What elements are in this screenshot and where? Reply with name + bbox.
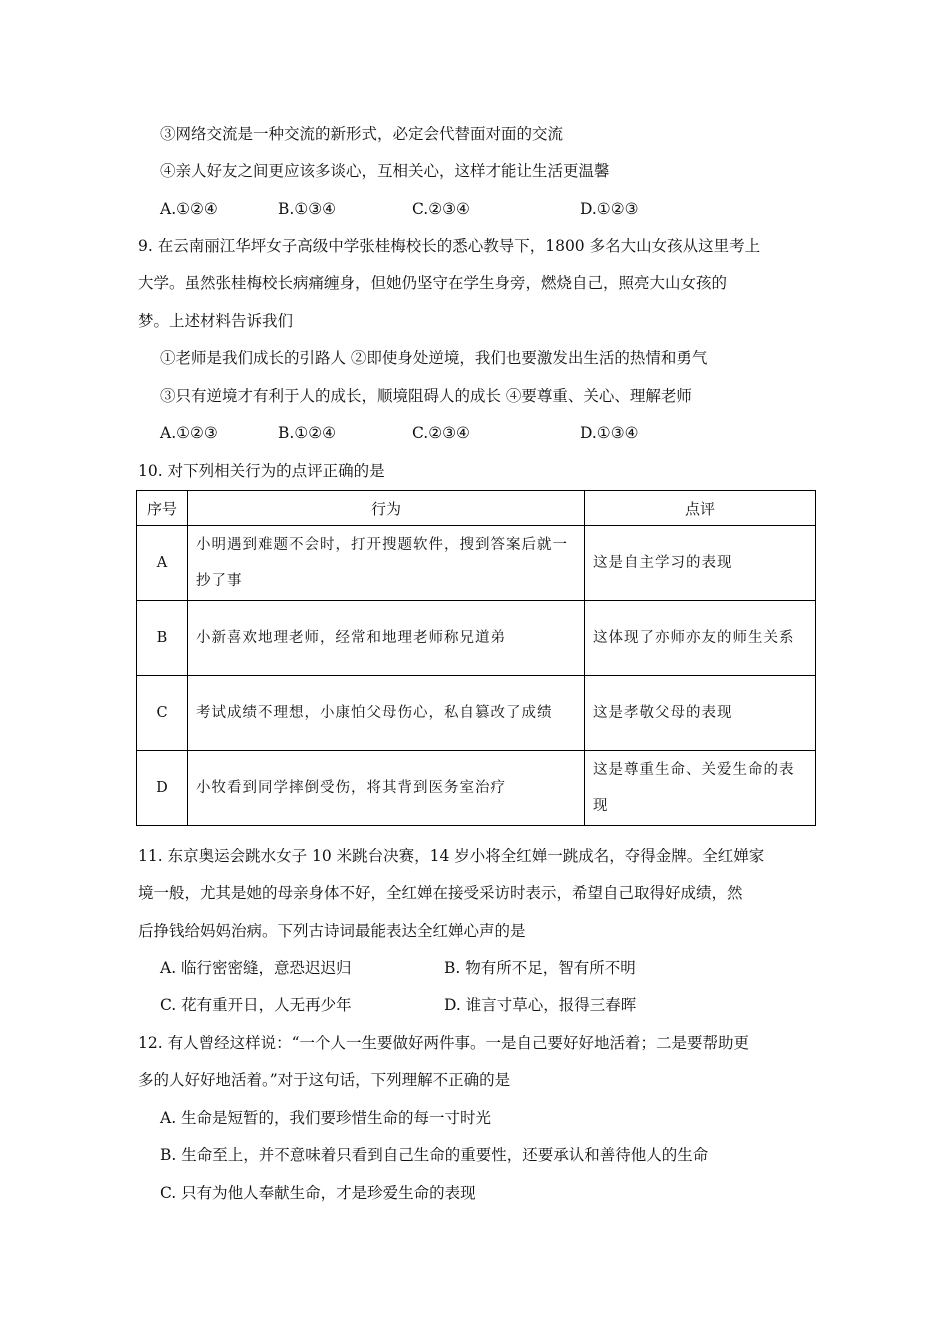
q11-option-b: B. 物有所不足，智有所不明: [444, 959, 636, 977]
row-action: 小明遇到难题不会时，打开搜题软件，搜到答案后就一抄了事: [188, 526, 585, 601]
row-review: 这是孝敬父母的表现: [585, 676, 816, 751]
q10-table: [136, 490, 816, 826]
q12-stem-line-1: 12. 有人曾经这样说：“一个人一生要做好两件事。一是自己要好好地活着；二是要帮助更: [138, 1034, 750, 1052]
q11-option-a: A. 临行密密缝，意恐迟迟归: [160, 959, 352, 977]
table-row: [137, 601, 816, 676]
q9-option-c: C.②③④: [412, 424, 470, 442]
row-number: D: [137, 751, 188, 826]
q8-statement-3: ③网络交流是一种交流的新形式，必定会代替面对面的交流: [160, 125, 564, 143]
row-number: A: [137, 526, 188, 601]
q11-stem-line-2: 境一般，尤其是她的母亲身体不好，全红婵在接受采访时表示，希望自己取得好成绩，然: [138, 884, 743, 902]
q12-option-b: B. 生命至上，并不意味着只看到自己生命的重要性，还要承认和善待他人的生命: [160, 1146, 709, 1164]
q8-option-a: A.①②④: [160, 200, 218, 218]
q9-stem-line-1: 9. 在云南丽江华坪女子高级中学张桂梅校长的悉心教导下，1800 多名大山女孩从这里考上: [138, 237, 761, 255]
row-number: B: [137, 601, 188, 676]
q11-option-d: D. 谁言寸草心，报得三春晖: [444, 996, 637, 1014]
table-row: [137, 676, 816, 751]
row-action: 小牧看到同学摔倒受伤，将其背到医务室治疗: [188, 751, 585, 826]
q9-stem-line-3: 梦。上述材料告诉我们: [138, 312, 294, 330]
header-action: 行为: [188, 491, 585, 526]
q12-option-c: C. 只有为他人奉献生命，才是珍爱生命的表现: [160, 1184, 476, 1202]
q9-statements-3-4: ③只有逆境才有利于人的成长，顺境阻碍人的成长 ④要尊重、关心、理解老师: [160, 387, 692, 405]
q11-option-c: C. 花有重开日，人无再少年: [160, 996, 352, 1014]
q9-option-b: B.①②④: [278, 424, 337, 442]
row-number: C: [137, 676, 188, 751]
row-review: 这是尊重生命、关爱生命的表现: [585, 751, 816, 826]
table-row: [137, 526, 816, 601]
header-number: 序号: [137, 491, 188, 526]
q12-option-a: A. 生命是短暂的，我们要珍惜生命的每一寸时光: [160, 1109, 492, 1127]
row-review: 这是自主学习的表现: [585, 526, 816, 601]
q8-statement-4: ④亲人好友之间更应该多谈心，互相关心，这样才能让生活更温馨: [160, 162, 610, 180]
q12-stem-line-2: 多的人好好地活着。”对于这句话，下列理解不正确的是: [138, 1071, 511, 1089]
q9-option-d: D.①③④: [580, 424, 639, 442]
q8-option-c: C.②③④: [412, 200, 470, 218]
q9-stem-line-2: 大学。虽然张桂梅校长病痛缠身，但她仍坚守在学生身旁，燃烧自己，照亮大山女孩的: [138, 274, 728, 292]
q8-option-d: D.①②③: [580, 200, 639, 218]
table-header-row: [137, 491, 816, 526]
q8-option-b: B.①③④: [278, 200, 337, 218]
table-row: [137, 751, 816, 826]
header-review: 点评: [585, 491, 816, 526]
q11-stem-line-3: 后挣钱给妈妈治病。下列古诗词最能表达全红婵心声的是: [138, 922, 526, 940]
row-review: 这体现了亦师亦友的师生关系: [585, 601, 816, 676]
q10-stem: 10. 对下列相关行为的点评正确的是: [138, 462, 385, 480]
q11-stem-line-1: 11. 东京奥运会跳水女子 10 米跳台决赛，14 岁小将全红婵一跳成名，夺得金牌。全红婵家: [138, 847, 765, 865]
q9-statements-1-2: ①老师是我们成长的引路人 ②即使身处逆境，我们也要激发出生活的热情和勇气: [160, 349, 708, 367]
q9-option-a: A.①②③: [160, 424, 218, 442]
row-action: 考试成绩不理想，小康怕父母伤心，私自篡改了成绩: [188, 676, 585, 751]
row-action: 小新喜欢地理老师，经常和地理老师称兄道弟: [188, 601, 585, 676]
